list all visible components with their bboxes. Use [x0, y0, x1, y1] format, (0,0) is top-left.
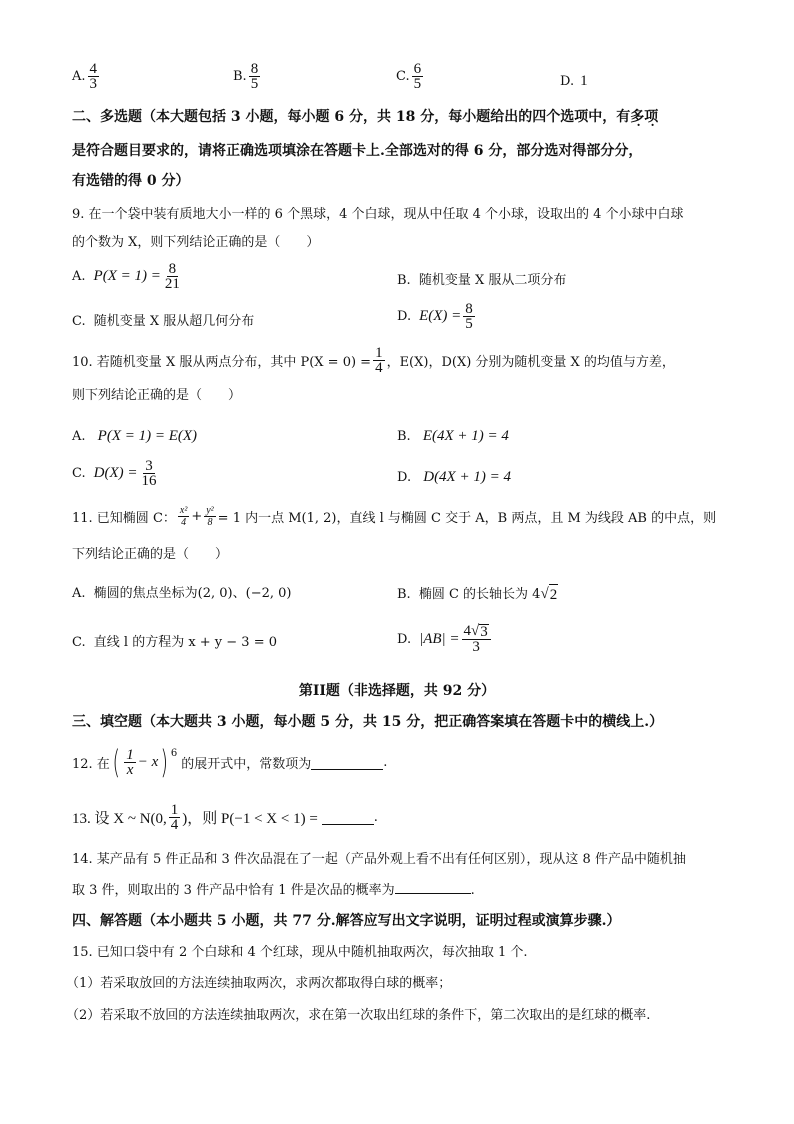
stem-text: = 1 内一点 M(1, 2)，直线 l 与椭圆 C 交于 A，B 两点，且 M 为线段 AB 的中点，则 — [217, 511, 717, 526]
q15-part1: （1）若采取放回的方法连续抽取两次，求两次都取得白球的概率； — [66, 976, 452, 991]
formula-text: E(4X + 1) = 4 — [422, 428, 509, 444]
denominator: 4 — [181, 517, 187, 528]
answer-blank[interactable] — [395, 879, 471, 894]
stem-text: ，E(X)，D(X) 分别为随机变量 X 的均值与方差， — [386, 355, 675, 370]
option-label: B. — [397, 429, 411, 444]
part2-title: 第II题（非选择题，共 92 分） — [298, 683, 496, 699]
denominator: 5 — [465, 316, 473, 332]
formula-text: D(X) = — [93, 465, 138, 481]
formula-text: P(X = 1) = E(X) — [97, 428, 198, 444]
option-label: A. — [72, 429, 86, 444]
option-label: D. — [397, 309, 412, 324]
fraction — [163, 262, 182, 291]
fraction — [249, 62, 261, 91]
emphasis-text: 多 — [630, 109, 645, 125]
numerator: 8 — [465, 301, 473, 317]
q9-stem-line2: 的个数为 X，则下列结论正确的是（ ） — [72, 235, 320, 250]
formula-text: P(X = 1) = — [93, 268, 161, 284]
formula-text: E(X) = — [419, 308, 462, 324]
option-text: 随机变量 X 服从二项分布 — [418, 273, 567, 288]
denominator: 16 — [141, 473, 157, 489]
stem-text: 11. 已知椭圆 C： — [72, 511, 176, 526]
q10-option-a — [72, 426, 197, 447]
option-text: 随机变量 X 服从超几何分布 — [93, 314, 255, 329]
left-paren: ( — [112, 743, 120, 781]
stem-text: 12. 在 — [72, 756, 110, 772]
coefficient: 4 — [463, 623, 472, 639]
q14-stem-line2 — [72, 879, 475, 901]
denominator: 4 — [170, 817, 179, 833]
q9-option-b — [397, 271, 566, 291]
option-text: 椭圆 C 的长轴长为 4 — [418, 587, 541, 602]
q12-stem — [72, 743, 388, 781]
q10-stem-line1 — [72, 346, 675, 375]
fraction — [462, 624, 491, 654]
numerator: 8 — [168, 261, 177, 277]
numerator: 3 — [145, 458, 153, 474]
radicand: 3 — [480, 624, 488, 640]
q10-option-b — [397, 426, 509, 447]
q15-part2: （2）若采取不放回的方法连续抽取两次，求在第一次取出红球的条件下，第二次取出的是红球的概率. — [66, 1008, 651, 1023]
radicand: 2 — [549, 584, 559, 605]
numerator: 1 — [375, 345, 383, 361]
numerator: 6 — [413, 61, 422, 77]
q9-option-d — [397, 302, 477, 331]
q8-option-a — [72, 62, 101, 91]
fraction — [88, 62, 100, 91]
fraction — [412, 62, 424, 91]
fraction — [139, 459, 158, 488]
fraction — [124, 748, 136, 777]
denominator: x — [126, 761, 134, 778]
stem-text: 13. 设 X ~ N(0, — [72, 811, 167, 827]
q15-stem: 15. 已知口袋中有 2 个白球和 4 个红球，现从中随机抽取两次，每次抽取 1 个. — [72, 945, 528, 960]
option-label: B. — [397, 587, 411, 602]
option-label: D. — [397, 631, 412, 647]
option-label: A. — [72, 269, 86, 284]
fraction — [178, 505, 189, 528]
sqrt: √ 2 — [540, 586, 558, 603]
denominator: 5 — [413, 76, 422, 92]
denominator: 5 — [250, 76, 259, 92]
q8-option-c — [396, 62, 425, 91]
q11-stem-line2: 下列结论正确的是（ ） — [72, 547, 229, 562]
q8-option-d — [560, 73, 588, 90]
q10-option-d — [397, 467, 511, 488]
numerator: x² — [179, 505, 188, 516]
numerator: 1 — [126, 746, 134, 763]
section2-heading-line3: 有选错的得 0 分） — [72, 173, 190, 189]
q11-stem-line1 — [72, 505, 716, 528]
formula-text: D(4X + 1) = 4 — [423, 469, 511, 485]
option-text: 直线 l 的方程为 x + y − 3 = 0 — [93, 635, 278, 650]
option-text: 椭圆的焦点坐标为(2, 0)、(−2, 0) — [93, 586, 292, 601]
answer-blank[interactable] — [311, 755, 383, 770]
numerator — [462, 624, 491, 640]
q14-stem-line1: 14. 某产品有 5 件正品和 3 件次品混在了一起（产品外观上看不出有任何区别），现从这 8 件产品中随机抽 — [72, 852, 686, 867]
q11-option-d — [397, 624, 493, 654]
option-label: C. — [72, 466, 86, 481]
fraction — [463, 302, 475, 331]
sqrt: √ 3 — [471, 623, 488, 640]
q13-stem — [72, 803, 378, 832]
exponent: 6 — [170, 748, 178, 759]
q11-option-c — [72, 633, 277, 653]
q10-stem-line2: 则下列结论正确的是（ ） — [72, 388, 242, 403]
option-label: A. — [72, 586, 86, 601]
heading-text: 二、多选题（本大题包括 3 小题，每小题 6 分，共 18 分，每小题给出的四个选项中， — [72, 109, 617, 125]
option-value: 1 — [580, 73, 588, 89]
denominator: 3 — [89, 76, 98, 92]
section2-heading-line1 — [72, 107, 658, 127]
denominator: 3 — [472, 639, 480, 655]
fraction — [204, 505, 215, 528]
heading-text: 有 — [616, 109, 631, 125]
q11-option-a — [72, 584, 291, 604]
q8-option-b — [233, 62, 262, 91]
option-label: C. — [72, 635, 86, 650]
q10-option-c — [72, 459, 160, 488]
section3-heading: 三、填空题（本大题共 3 小题，每小题 5 分，共 15 分，把正确答案填在答题卡中的横线上.） — [72, 714, 664, 730]
q9-option-a — [72, 262, 184, 291]
option-label: D. — [560, 74, 575, 89]
numerator: 1 — [170, 802, 179, 818]
stem-text: . — [373, 810, 378, 825]
option-label: B. — [397, 273, 411, 288]
stem-text: . — [470, 883, 475, 898]
q9-stem-line1: 9. 在一个袋中装有质地大小一样的 6 个黑球，4 个白球，现从中任取 4 个小球，设取出的 4 个小球中白球 — [72, 207, 684, 222]
option-label: C. — [396, 69, 410, 84]
section4-heading: 四、解答题（本小题共 5 小题，共 77 分.解答应写出文字说明，证明过程或演算步骤.） — [72, 913, 621, 929]
q9-option-c — [72, 312, 254, 332]
option-label: C. — [72, 314, 86, 329]
right-paren: ) — [160, 743, 169, 781]
option-label: B. — [233, 69, 247, 84]
fraction — [169, 803, 181, 832]
option-label: A. — [72, 69, 86, 84]
answer-blank[interactable] — [322, 810, 374, 825]
stem-text: )，则 P(−1 < X < 1) = — [182, 811, 318, 827]
denominator: 4 — [375, 360, 383, 376]
stem-text: 取 3 件，则取出的 3 件产品中恰有 1 件是次品的概率为 — [72, 883, 395, 898]
formula-text: − x — [137, 753, 159, 770]
emphasis-text: 项 — [644, 109, 659, 125]
section2-heading-line2: 是符合题目要求的，请将正确选项填涂在答题卡上.全部选对的得 6 分，部分选对得部分分， — [72, 143, 643, 159]
numerator: 8 — [250, 61, 259, 77]
numerator: y² — [206, 505, 214, 516]
fraction — [373, 346, 385, 375]
operator: + — [191, 509, 203, 524]
formula-text: |AB| = — [419, 630, 460, 647]
stem-text: . — [383, 754, 388, 770]
q11-option-b — [397, 584, 558, 605]
stem-text: 的展开式中，常数项为 — [181, 756, 312, 772]
denominator: 8 — [207, 517, 213, 528]
denominator: 21 — [164, 276, 180, 292]
option-label: D. — [397, 470, 412, 485]
stem-text: 10. 若随机变量 X 服从两点分布，其中 P(X = 0) = — [72, 355, 372, 370]
numerator: 4 — [89, 61, 98, 77]
